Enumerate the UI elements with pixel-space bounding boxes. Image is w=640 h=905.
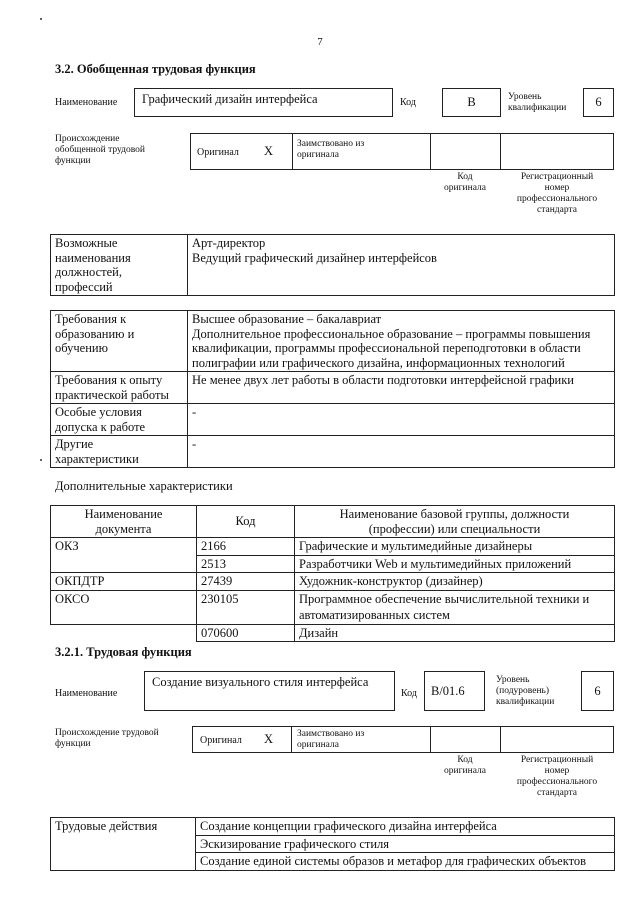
table-row-code: 2513	[197, 555, 295, 573]
table-row-code: 230105	[197, 590, 295, 607]
borrowed-label-line: оригинала	[297, 150, 339, 160]
label-line: Требования к опыту	[55, 373, 163, 387]
caption-line: Код	[457, 755, 473, 765]
table-row-code: 2166	[197, 538, 295, 556]
code-value: В	[467, 95, 476, 109]
education-line: Высшее образование – бакалавриат	[192, 312, 382, 326]
table-row-name: Программное обеспечение вычислительной техники и	[295, 590, 615, 607]
origin-label-line: функции	[55, 156, 91, 166]
origin-label-line: обобщенной трудовой	[55, 145, 145, 155]
education-line: Дополнительное профессиональное образование – программы повышения	[192, 326, 591, 341]
caption-line: оригинала	[444, 766, 486, 776]
code-label: Код	[400, 97, 416, 108]
special-conditions-value: -	[188, 404, 615, 436]
level-value: 6	[594, 683, 601, 698]
level-field	[583, 88, 614, 117]
code-label: Код	[401, 688, 417, 699]
origin-label	[55, 134, 145, 167]
level-label-line: квалификации	[508, 103, 567, 113]
name-field	[134, 88, 393, 117]
caption-line: оригинала	[444, 183, 486, 193]
other-characteristics-value: -	[188, 436, 615, 468]
header-line: документа	[95, 521, 152, 536]
additional-title: Дополнительные характеристики	[55, 479, 233, 493]
label-line: практической работы	[55, 387, 169, 402]
position-item: Ведущий графический дизайнер интерфейсов	[192, 250, 437, 265]
caption-line: номер	[544, 766, 570, 776]
origin-table	[192, 726, 614, 753]
original-label: Оригинал	[197, 147, 239, 158]
level-label-line: Уровень	[496, 675, 530, 685]
table-row-doc: ОКПДТР	[51, 573, 197, 591]
borrowed-label-line: Заимствовано из	[297, 729, 365, 739]
label-line: Другие	[55, 437, 94, 451]
section-title: 3.2.1. Трудовая функция	[55, 645, 192, 659]
scan-dot	[40, 18, 42, 20]
caption-line: Регистрационный	[520, 755, 594, 765]
origin-label	[55, 728, 159, 750]
code-field	[442, 88, 501, 117]
reg-number-caption	[500, 755, 614, 799]
page-number: 7	[317, 36, 323, 48]
table-row-code: 070600	[197, 624, 295, 642]
caption-line: Код	[457, 172, 473, 182]
level-label	[508, 92, 566, 114]
name-value: Графический дизайн интерфейса	[142, 92, 318, 106]
section-title: 3.2. Обобщенная трудовая функция	[55, 62, 256, 76]
label-line: профессий	[55, 279, 113, 294]
label-line: допуска к работе	[55, 419, 146, 434]
table-row-doc: ОКЗ	[51, 538, 197, 556]
table-row-doc: ОКСО	[51, 590, 197, 624]
borrowed-label-line: Заимствовано из	[297, 139, 365, 149]
experience-label	[51, 372, 188, 404]
borrowed-label-line: оригинала	[297, 740, 339, 750]
header-line: Наименование	[84, 507, 163, 521]
positions-label	[51, 235, 188, 296]
label-line: Возможные	[55, 236, 118, 250]
header-document	[51, 506, 197, 538]
label-line: обучению	[55, 341, 108, 355]
borrowed-label	[297, 729, 364, 751]
name-value: Создание визуального стиля интерфейса	[152, 675, 369, 689]
caption-line: профессионального	[516, 777, 598, 787]
table-row-code	[197, 607, 295, 624]
education-line: полиграфии или графического дизайна, информационных технологий	[192, 355, 565, 370]
table-row-name: Дизайн	[295, 624, 615, 642]
name-label: Наименование	[55, 688, 118, 699]
code-original-caption	[430, 755, 500, 777]
table-row-doc	[51, 555, 197, 573]
caption-line: стандарта	[537, 788, 577, 798]
caption-line: стандарта	[537, 205, 577, 215]
education-label	[51, 311, 188, 372]
header-code: Код	[197, 506, 295, 538]
table-row-name: автоматизированных систем	[295, 607, 615, 624]
action-item: Создание концепции графического дизайна интерфейса	[196, 818, 615, 836]
name-field	[144, 671, 395, 711]
code-value: B/01.6	[431, 684, 465, 698]
original-label: Оригинал	[200, 735, 242, 746]
origin-table	[190, 133, 614, 170]
label-line: образованию и	[55, 326, 135, 341]
level-label-line: Уровень	[508, 92, 542, 102]
position-item: Арт-директор	[192, 236, 266, 250]
origin-label-line: Происхождение трудовой	[55, 728, 159, 738]
actions-label: Трудовые действия	[51, 818, 196, 871]
level-field	[581, 671, 614, 711]
requirements-table	[50, 310, 615, 468]
header-line: (профессии) или специальности	[368, 521, 541, 536]
actions-table	[50, 817, 615, 871]
level-label-line: (подуровень)	[496, 686, 550, 696]
additional-table	[50, 505, 615, 642]
header-line: Наименование базовой группы, должности	[339, 507, 570, 521]
code-original-caption	[430, 172, 500, 194]
reg-number-caption	[500, 172, 614, 216]
level-value: 6	[595, 95, 602, 109]
positions-table	[50, 234, 615, 296]
action-item: Эскизирование графического стиля	[196, 835, 615, 853]
label-line: характеристики	[55, 451, 139, 466]
table-row-name: Графические и мультимедийные дизайнеры	[295, 538, 615, 556]
original-mark: X	[264, 144, 274, 158]
table-row-name: Художник-конструктор (дизайнер)	[295, 573, 615, 591]
table-row-doc	[51, 624, 197, 642]
label-line: должностей,	[55, 265, 122, 279]
level-label	[496, 675, 554, 708]
scan-dot	[40, 459, 42, 461]
label-line: Особые условия	[55, 405, 142, 419]
label-line: наименования	[55, 250, 131, 265]
experience-value: Не менее двух лет работы в области подготовки интерфейсной графики	[188, 372, 615, 404]
table-row-name: Разработчики Web и мультимедийных приложений	[295, 555, 615, 573]
table-row-code: 27439	[197, 573, 295, 591]
other-characteristics-label	[51, 436, 188, 468]
original-mark: X	[264, 732, 274, 746]
header-name	[295, 506, 615, 538]
positions-values	[188, 235, 615, 296]
origin-label-line: функции	[55, 739, 91, 749]
code-field	[424, 671, 485, 711]
origin-label-line: Происхождение	[55, 134, 120, 144]
borrowed-label	[297, 139, 364, 161]
level-label-line: квалификации	[496, 697, 555, 707]
caption-line: профессионального	[516, 194, 598, 204]
caption-line: Регистрационный	[520, 172, 594, 182]
label-line: Требования к	[55, 312, 127, 326]
caption-line: номер	[544, 183, 570, 193]
action-item: Создание единой системы образов и метафор для графических объектов	[196, 853, 615, 871]
education-line: квалификации, программы профессиональной переподготовки в области	[192, 341, 581, 355]
education-values	[188, 311, 615, 372]
special-conditions-label	[51, 404, 188, 436]
name-label: Наименование	[55, 97, 118, 108]
